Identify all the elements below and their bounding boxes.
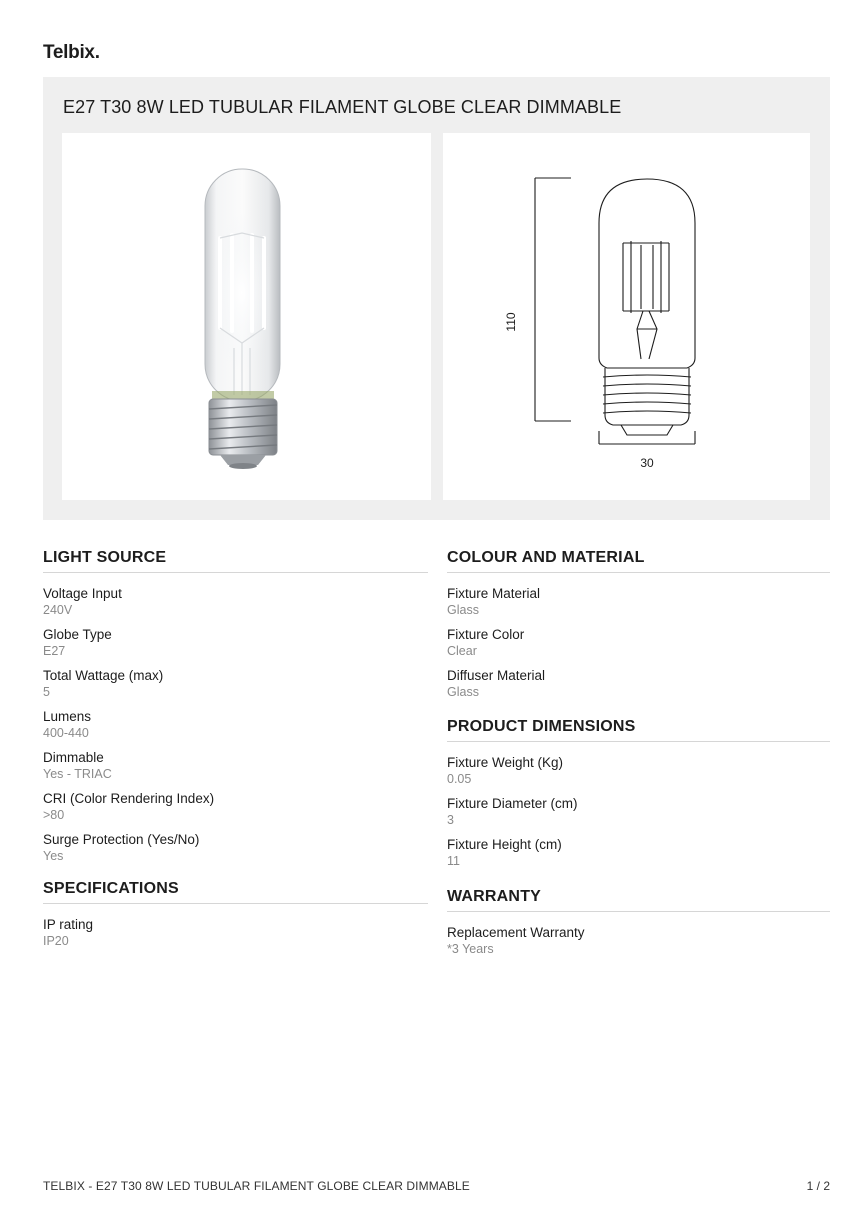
bulb-photo-illustration <box>62 133 431 500</box>
spec-value: Clear <box>447 644 477 658</box>
spec-label: Fixture Diameter (cm) <box>447 796 578 811</box>
spec-label: Dimmable <box>43 750 104 765</box>
spec-row <box>43 749 428 782</box>
spec-label: IP rating <box>43 917 94 932</box>
spec-value: 5 <box>43 685 50 699</box>
footer-page-number: 1 / 2 <box>806 1179 830 1193</box>
section-specifications <box>43 880 428 949</box>
spec-row <box>447 795 830 828</box>
bulb-dimension-drawing <box>443 133 810 500</box>
spec-label: Lumens <box>43 709 92 724</box>
spec-row <box>447 924 830 957</box>
spec-label: Fixture Material <box>447 586 541 601</box>
spec-row <box>43 790 428 823</box>
spec-row <box>447 667 830 700</box>
spec-value: 11 <box>447 854 460 868</box>
section-title: LIGHT SOURCE <box>43 549 428 573</box>
spec-label: Fixture Weight (Kg) <box>447 755 564 770</box>
spec-row <box>43 708 428 741</box>
spec-label: Globe Type <box>43 627 112 642</box>
footer-product-name: TELBIX - E27 T30 8W LED TUBULAR FILAMENT GLOBE CLEAR DIMMABLE <box>43 1179 470 1193</box>
spec-row <box>43 585 428 618</box>
product-title: E27 T30 8W LED TUBULAR FILAMENT GLOBE CLEAR DIMMABLE <box>63 97 622 117</box>
spec-value: 0.05 <box>447 772 472 786</box>
spec-label: CRI (Color Rendering Index) <box>43 791 215 806</box>
section-light-source <box>43 549 428 864</box>
spec-row <box>43 831 428 864</box>
product-photo <box>62 133 431 500</box>
height-dimension-label: 110 <box>504 312 518 332</box>
spec-label: Replacement Warranty <box>447 925 585 940</box>
spec-value: 240V <box>43 603 73 617</box>
spec-label: Surge Protection (Yes/No) <box>43 832 200 847</box>
spec-label: Voltage Input <box>43 586 122 601</box>
spec-value: *3 Years <box>447 942 494 956</box>
spec-label: Total Wattage (max) <box>43 668 164 683</box>
spec-row <box>43 667 428 700</box>
section-product-dimensions <box>447 718 830 869</box>
spec-row <box>447 626 830 659</box>
spec-row <box>447 585 830 618</box>
spec-value: 400-440 <box>43 726 89 740</box>
spec-value: 3 <box>447 813 454 827</box>
section-warranty <box>447 888 830 957</box>
spec-value: >80 <box>43 808 65 822</box>
spec-value: Yes - TRIAC <box>43 767 112 781</box>
section-title: WARRANTY <box>447 888 830 912</box>
spec-row <box>43 626 428 659</box>
spec-label: Fixture Height (cm) <box>447 837 562 852</box>
section-title: SPECIFICATIONS <box>43 880 428 904</box>
product-hero <box>43 77 830 520</box>
spec-value: IP20 <box>43 934 69 948</box>
spec-row <box>43 916 428 949</box>
technical-drawing <box>443 133 810 500</box>
spec-value: Glass <box>447 685 479 699</box>
spec-row <box>447 754 830 787</box>
spec-value: E27 <box>43 644 66 658</box>
section-title: COLOUR AND MATERIAL <box>447 549 830 573</box>
brand-logo: Telbix. <box>43 42 100 63</box>
section-colour-material <box>447 549 830 700</box>
spec-label: Diffuser Material <box>447 668 546 683</box>
spec-label: Fixture Color <box>447 627 525 642</box>
spec-row <box>447 836 830 869</box>
spec-value: Yes <box>43 849 64 863</box>
spec-value: Glass <box>447 603 479 617</box>
width-dimension-label: 30 <box>640 456 654 470</box>
section-title: PRODUCT DIMENSIONS <box>447 718 830 742</box>
